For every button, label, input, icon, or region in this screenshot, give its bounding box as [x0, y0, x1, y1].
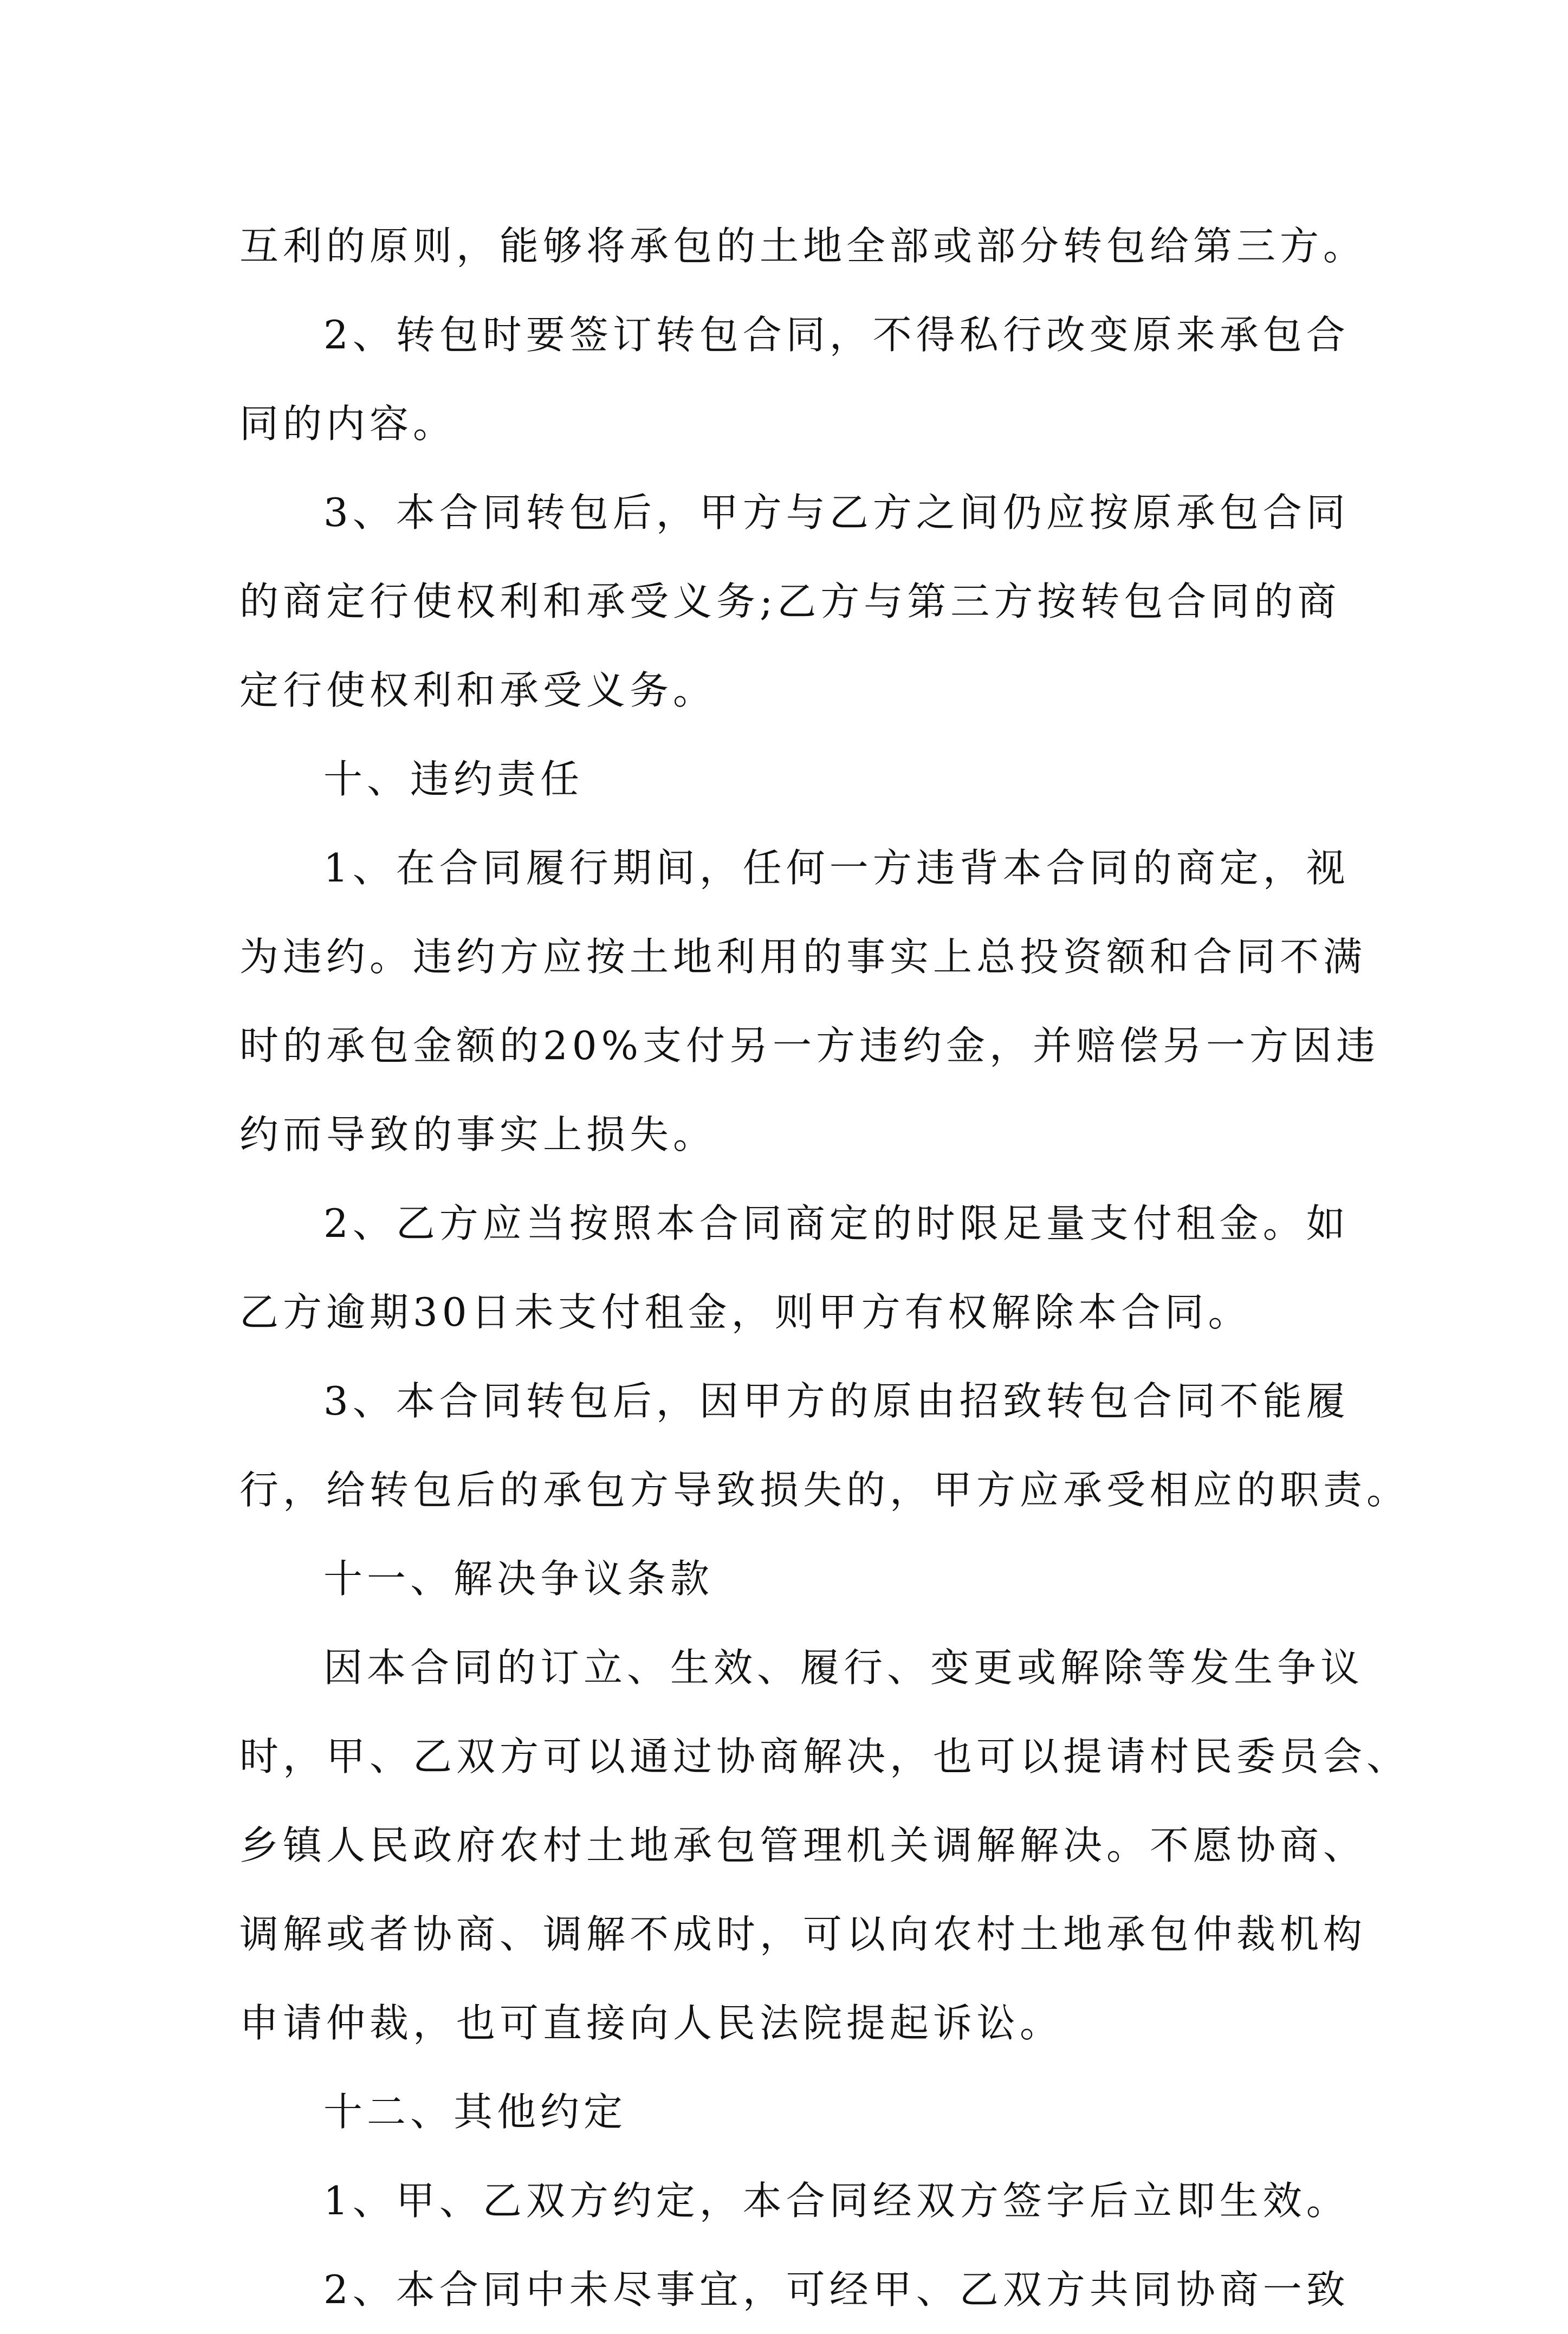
text-line: 为违约。违约方应按土地利用的事实上总投资额和合同不满 — [239, 934, 1367, 980]
text-line: 定行使权利和承受义务。 — [239, 667, 717, 713]
text-line: 调解或者协商、调解不成时，可以向农村土地承包仲裁机构 — [239, 1911, 1367, 1957]
section-heading: 十二、其他约定 — [323, 2089, 627, 2135]
text-line: 乙方逾期30日未支付租金，则甲方有权解除本合同。 — [239, 1289, 1252, 1335]
text-line: 的商定行使权利和承受义务;乙方与第三方按转包合同的商 — [239, 579, 1341, 624]
text-line: 同的内容。 — [239, 401, 457, 446]
text-line: 1、在合同履行期间，任何一方违背本合同的商定，视 — [323, 845, 1350, 891]
text-line: 互利的原则，能够将承包的土地全部或部分转包给第三方。 — [239, 223, 1367, 269]
text-line: 行，给转包后的承包方导致损失的，甲方应承受相应的职责。 — [239, 1467, 1410, 1513]
text-line: 乡镇人民政府农村土地承包管理机关调解解决。不愿协商、 — [239, 1823, 1367, 1868]
text-line: 因本合同的订立、生效、履行、变更或解除等发生争议 — [323, 1645, 1364, 1690]
text-line: 2、转包时要签订转包合同，不得私行改变原来承包合 — [323, 312, 1350, 358]
text-line: 1、甲、乙双方约定，本合同经双方签字后立即生效。 — [323, 2178, 1350, 2223]
text-line: 3、本合同转包后，甲方与乙方之间仍应按原承包合同 — [323, 490, 1350, 535]
text-line: 时的承包金额的20%支付另一方违约金，并赔偿另一方因违 — [239, 1023, 1380, 1068]
section-heading: 十、违约责任 — [323, 756, 584, 802]
text-line: 3、本合同转包后，因甲方的原由招致转包合同不能履 — [323, 1378, 1350, 1424]
text-line: 2、本合同中未尽事宜，可经甲、乙双方共同协商一致 — [323, 2267, 1350, 2312]
text-line: 时，甲、乙双方可以通过协商解决，也可以提请村民委员会、 — [239, 1734, 1410, 1779]
text-line: 申请仲裁，也可直接向人民法院提起诉讼。 — [239, 2000, 1064, 2046]
document-body — [239, 202, 1410, 2334]
text-line: 2、乙方应当按照本合同商定的时限足量支付租金。如 — [323, 1201, 1350, 1246]
section-heading: 十一、解决争议条款 — [323, 1556, 714, 1602]
text-line: 约而导致的事实上损失。 — [239, 1112, 717, 1157]
